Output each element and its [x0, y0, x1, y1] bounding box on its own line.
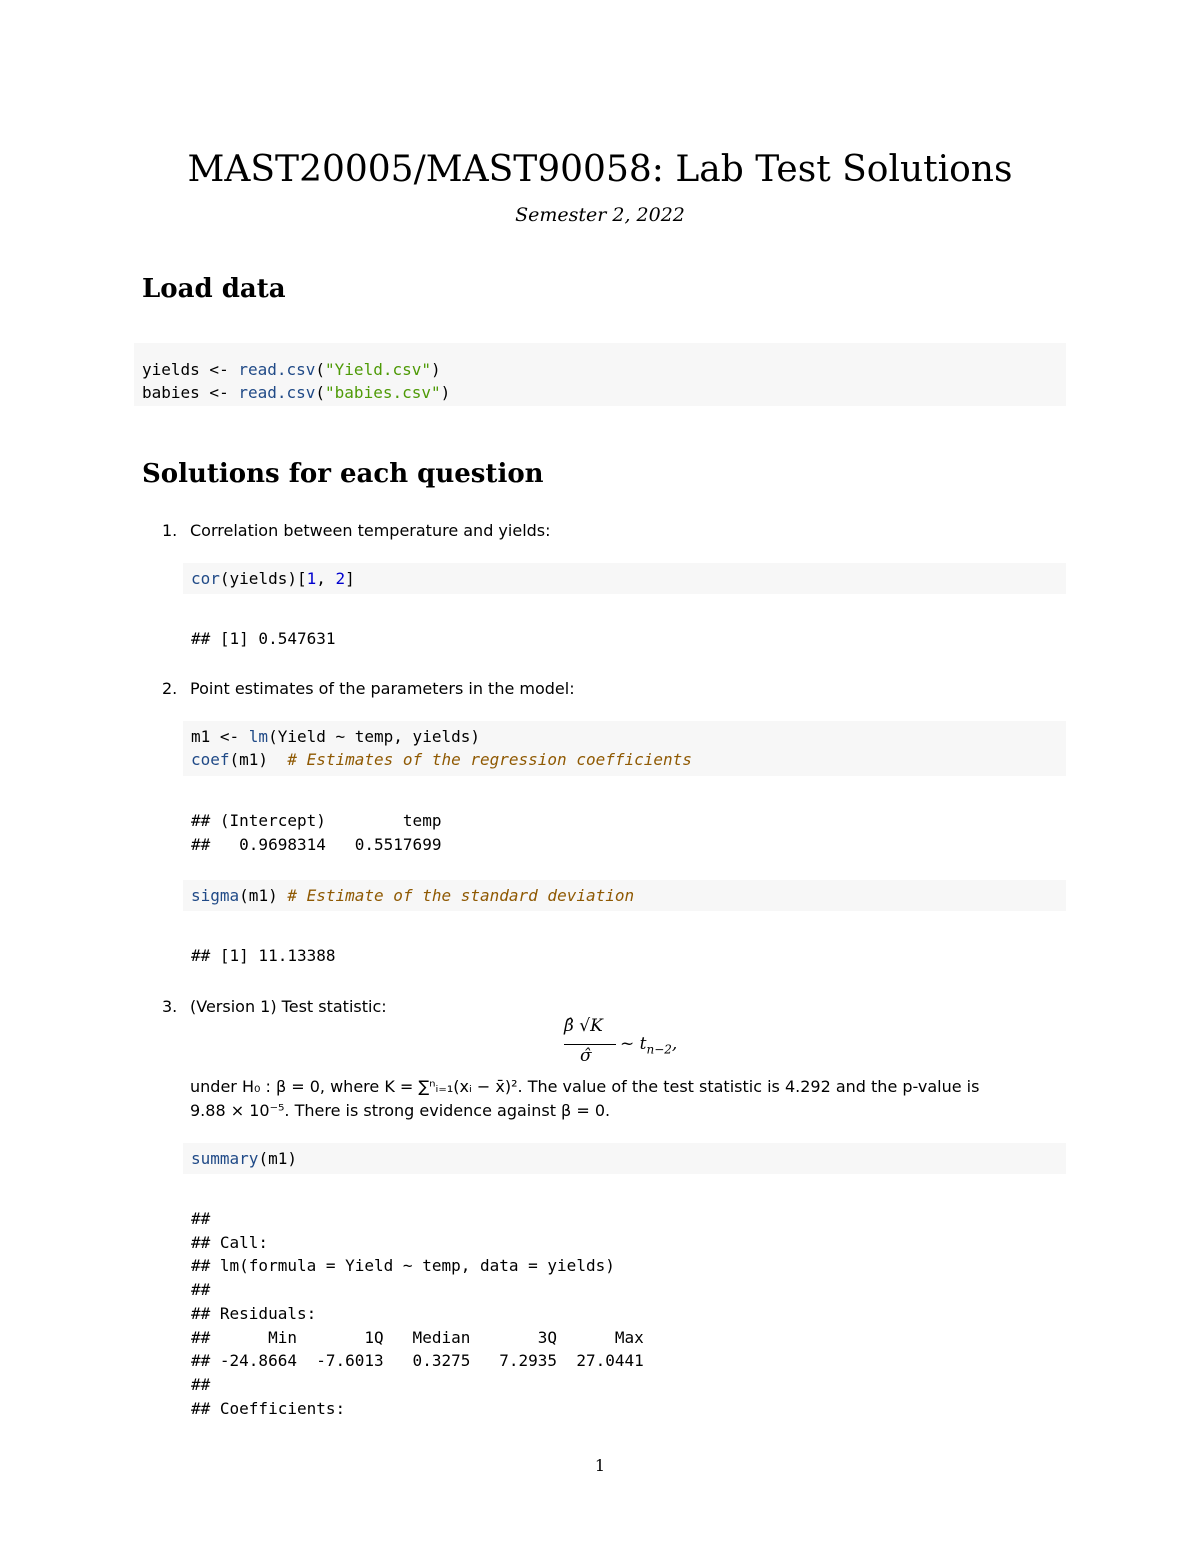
fraction-bar: [564, 1044, 616, 1045]
formula-denominator: σ̂: [580, 1046, 592, 1066]
question-text: Point estimates of the parameters in the model:: [190, 679, 575, 698]
code-output-summary: ## ## Call: ## lm(formula = Yield ~ temp, data = yields) ## ## Residuals: ## Min 1Q Median 3Q Max ## -24.8664 -7.6013 0.3275 7.2935 27.0441 ## ## Coefficients:: [191, 1209, 644, 1418]
code-line: cor(yields)[1, 2]: [191, 569, 355, 588]
code-block-q1: [183, 563, 1066, 594]
document-title: MAST20005/MAST90058: Lab Test Solutions: [187, 149, 1013, 190]
question-number: 3.: [162, 997, 178, 1016]
formula-distribution: ~ $t_{n-2}$,: [620, 1034, 678, 1057]
question-text: Correlation between temperature and yields:: [190, 521, 551, 540]
section-heading-solutions: Solutions for each question: [142, 459, 544, 489]
question-text: (Version 1) Test statistic:: [190, 997, 387, 1016]
formula-numerator: β̂ √K: [564, 1016, 603, 1036]
code-line: babies <- read.csv("babies.csv"): [142, 383, 451, 402]
code-block-q3-summary: [183, 1143, 1066, 1174]
section-heading-load-data: Load data: [142, 274, 286, 304]
code-line: sigma(m1) # Estimate of the standard deviation: [191, 886, 635, 905]
code-block-q2-sigma: [183, 880, 1066, 911]
code-block-load-data: [134, 343, 1066, 406]
page-number: 1: [594, 1456, 606, 1475]
code-output: ## [1] 0.547631: [191, 629, 336, 648]
paragraph-line: 9.88 × 10⁻⁵. There is strong evidence against β = 0.: [190, 1101, 611, 1120]
code-output: ## (Intercept) temp ## 0.9698314 0.5517699: [191, 811, 442, 854]
code-line: coef(m1) # Estimates of the regression coefficients: [191, 750, 692, 769]
code-block-q2-model: [183, 721, 1066, 776]
code-output: ## [1] 11.13388: [191, 946, 336, 965]
question-number: 1.: [162, 521, 178, 540]
paragraph-line: under H₀ : β = 0, where K = ∑ⁿᵢ₌₁(xᵢ − x̄)². The value of the test statistic is 4.292 and the p-value is: [190, 1077, 980, 1096]
question-number: 2.: [162, 679, 178, 698]
document-subtitle: Semester 2, 2022: [515, 204, 685, 226]
test-statistic-formula: [560, 1012, 700, 1072]
code-line: m1 <- lm(Yield ~ temp, yields): [191, 727, 480, 746]
code-line: summary(m1): [191, 1149, 297, 1168]
code-line: yields <- read.csv("Yield.csv"): [142, 360, 441, 379]
